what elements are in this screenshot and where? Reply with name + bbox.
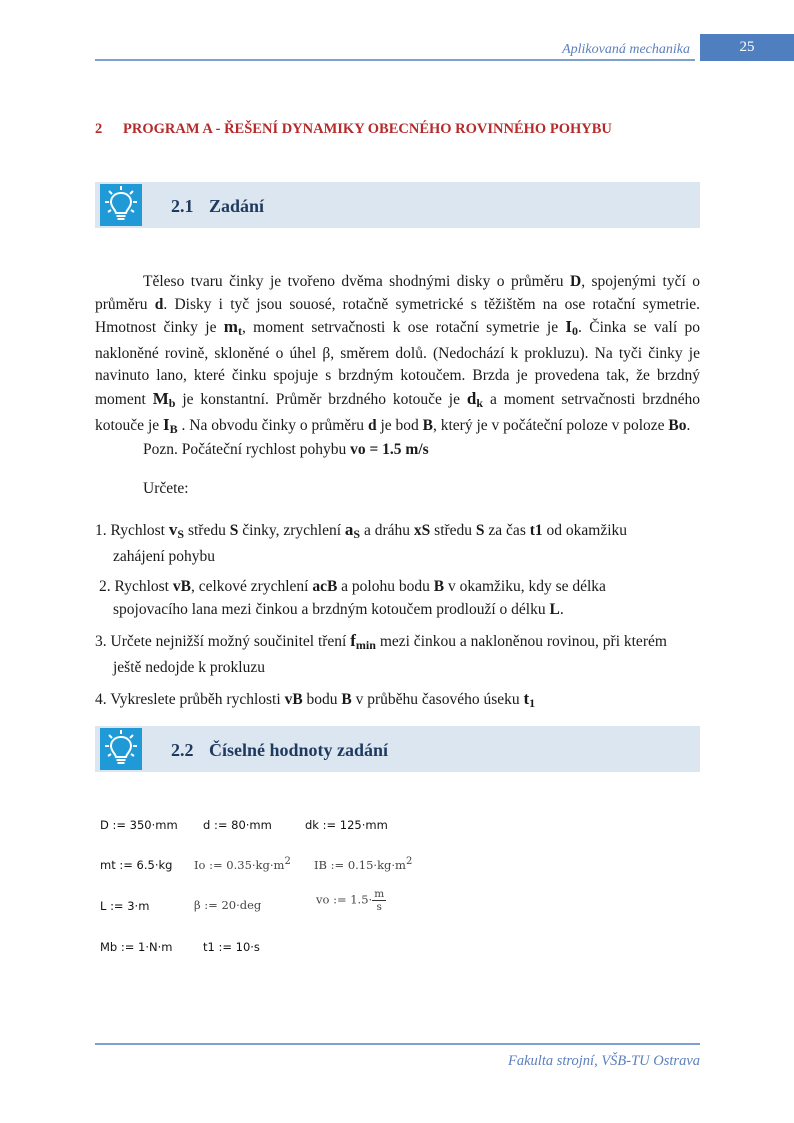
assignment-paragraph: Těleso tvaru činky je tvořeno dvěma shodnými disky o průměru D, spojenými tyčí o průměru d. Disky i tyč jsou souosé, rotačně symetrické s těžištěm na ose rotační symetrie. Hmotnost činky je $m_t$, moment setrvačnosti k ose rotační symetrie je $I_0$. Činka se valí po nakloněné rovině, skloněné o úhel β, směrem dolů. (Nedochází k prokluzu). Na tyči činky je navinuto lano, které činku spojuje s brzdným kotoučem. Brzda je provedena tak, že brzdný moment $M_b$ je konstantní. Průměr brzdného kotouče je $d_k$ a moment setrvačnosti brzdného kotouče je $I_B$ . Na obvodu činky o průměru d je bod B, který je v počáteční poloze v poloze Bo. <box>95 273 701 436</box>
chapter-heading <box>95 121 612 138</box>
header-rule <box>95 59 695 61</box>
task-3: 3. Určete nejnižší možný součinitel tření $f_{min}$ mezi činkou a nakloněnou rovinou, při kterém ještě nedojde k prokluzu <box>95 631 667 676</box>
task-1: 1. Rychlost $v_S$ středu S činky, zrychlení $a_S$ a dráhu xS středu S za čas t1 od okamžiku zahájení pohybu <box>95 520 628 565</box>
section-title <box>171 196 264 217</box>
chapter-number: 2 <box>95 121 103 137</box>
section-label: Zadání <box>209 196 265 216</box>
value-IB: IB := $0.15\cdot kg\cdot m^2$ <box>314 856 413 872</box>
footer-text: Fakulta strojní, VŠB-TU Ostrava <box>508 1053 700 1069</box>
section-title <box>171 740 388 761</box>
value-dk: dk := 125·mm <box>305 818 388 832</box>
section-label: Číselné hodnoty zadání <box>209 740 389 760</box>
task-4: 4. Vykreslete průběh rychlosti vB bodu B v průběhu časového úseku $t_1$ <box>95 689 536 710</box>
value-Mb: Mb := 1·N·m <box>100 940 173 954</box>
footer-rule <box>95 1043 700 1045</box>
chapter-title: PROGRAM A - ŘEŠENÍ DYNAMIKY OBECNÉHO ROVINNÉHO POHYBU <box>123 121 612 137</box>
value-t1: t1 := 10·s <box>203 940 260 954</box>
header-title: Aplikovaná mechanika <box>562 42 690 57</box>
section-number: 2.1 <box>171 196 194 216</box>
lightbulb-icon <box>100 728 142 770</box>
value-mt: mt := 6.5·kg <box>100 858 173 872</box>
value-D: D := 350·mm <box>100 818 178 832</box>
value-L: L := 3·m <box>100 899 150 913</box>
value-beta: β := 20·deg <box>194 898 262 912</box>
determine-label: Určete: <box>143 480 189 497</box>
value-vo: vo := 1.5· $\frac{m}{s}$ <box>316 888 385 913</box>
task-2: 2. Rychlost vB, celkové zrychlení acB a polohu bodu B v okamžiku, kdy se délka spojovacího lana mezi činkou a brzdným kotoučem prodlouží o délku L. <box>99 578 606 618</box>
note-line: Pozn. Počáteční rychlost pohybu vo = 1.5 m/s <box>143 441 429 458</box>
lightbulb-icon <box>100 184 142 226</box>
value-Io: Io := $0.35\cdot kg\cdot m^2$ <box>194 856 291 872</box>
page-number: 25 <box>739 39 755 55</box>
value-d: d := 80·mm <box>203 818 272 832</box>
section-number: 2.2 <box>171 740 194 760</box>
